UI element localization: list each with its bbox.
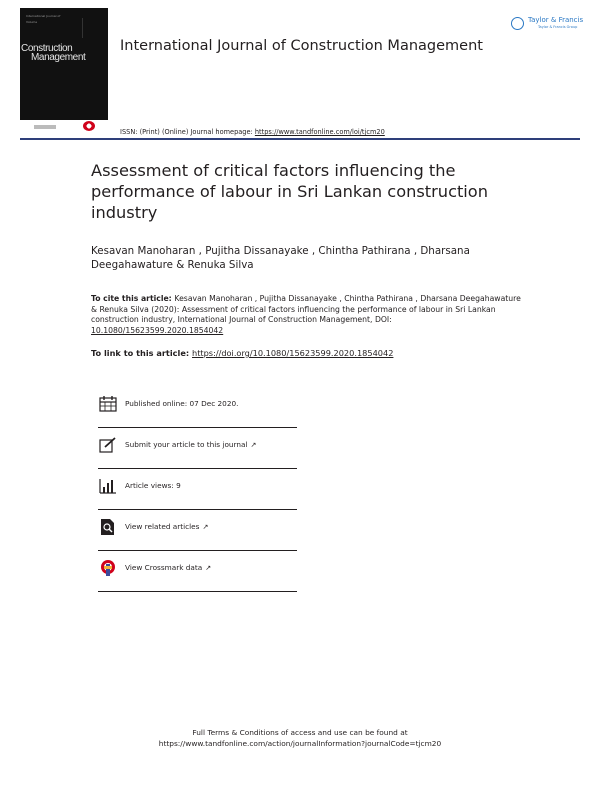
footer-terms-url[interactable]: https://www.tandfonline.com/action/journalInformation?journalCode=tjcm20 bbox=[158, 739, 442, 748]
header-divider bbox=[20, 138, 580, 140]
related-articles-link[interactable] bbox=[125, 522, 208, 531]
bar-chart-icon bbox=[99, 478, 117, 494]
taylor-francis-circle-icon bbox=[511, 17, 524, 30]
edit-icon bbox=[99, 437, 117, 453]
row-divider bbox=[98, 509, 297, 510]
cover-small-text: International Journal of bbox=[26, 14, 61, 18]
article-title: Assessment of critical factors influencing the performance of labour in Sri Lankan construction industry bbox=[91, 161, 488, 222]
row-divider bbox=[98, 468, 297, 469]
footer-terms-text: Full Terms & Conditions of access and use can be found at bbox=[192, 728, 408, 737]
published-online-text: Published online: 07 Dec 2020. bbox=[125, 399, 239, 408]
article-link-line bbox=[91, 348, 393, 358]
row-divider bbox=[98, 591, 297, 592]
article-authors: Kesavan Manoharan , Pujitha Dissanayake , Chintha Pathirana , Dharsana Deegahawature & Renuka Silva bbox=[91, 245, 470, 271]
external-link-icon: ↗ bbox=[250, 441, 257, 449]
cover-title-line2: Management bbox=[31, 52, 86, 63]
submit-article-link[interactable] bbox=[125, 440, 256, 449]
citation-doi-link[interactable]: 10.1080/15623599.2020.1854042 bbox=[91, 325, 224, 335]
row-divider bbox=[98, 427, 297, 428]
citation-label: To cite this article: bbox=[91, 294, 175, 303]
submit-article-text: Submit your article to this journal bbox=[125, 440, 248, 449]
routledge-logo-icon bbox=[34, 125, 56, 129]
link-label: To link to this article: bbox=[91, 348, 192, 358]
cover-title-line1: Construction bbox=[21, 43, 73, 54]
journal-homepage-link[interactable]: https://www.tandfonline.com/loi/tjcm20 bbox=[254, 128, 385, 136]
citation-block bbox=[91, 294, 521, 336]
article-doi-url-link[interactable]: https://doi.org/10.1080/15623599.2020.1854042 bbox=[192, 348, 394, 358]
external-link-icon: ↗ bbox=[205, 564, 212, 572]
journal-title: International Journal of Construction Management bbox=[120, 38, 483, 54]
publisher-logo-line1: Taylor & Francis bbox=[528, 16, 584, 24]
publisher-logo-line2: Taylor & Francis Group bbox=[538, 25, 578, 29]
article-views-text: Article views: 9 bbox=[125, 481, 181, 490]
taylor-francis-logo[interactable] bbox=[511, 14, 586, 36]
external-link-icon: ↗ bbox=[202, 523, 209, 531]
issn-line bbox=[120, 128, 385, 136]
crossmark-text: View Crossmark data bbox=[125, 563, 203, 572]
cover-title bbox=[21, 44, 85, 62]
related-articles-text: View related articles bbox=[125, 522, 200, 531]
footer bbox=[0, 727, 600, 749]
issn-label: ISSN: (Print) (Online) Journal homepage: bbox=[120, 128, 255, 136]
citation-text: Kesavan Manoharan , Pujitha Dissanayake , Chintha Pathirana , Dharsana Deegahawature & Renuka Silva (2020): Assessment of critical factors influencing the performance of labour in Sri Lankan construction industry, International Journal of Construction Management, DOI: bbox=[91, 294, 521, 324]
cover-small-text: Volume bbox=[26, 20, 38, 24]
crossmark-link[interactable] bbox=[125, 563, 211, 572]
crossmark-icon bbox=[99, 560, 117, 576]
row-divider bbox=[98, 550, 297, 551]
crossmark-logo-icon bbox=[83, 121, 95, 131]
related-articles-icon bbox=[99, 519, 117, 535]
calendar-icon bbox=[99, 396, 117, 412]
cover-decoration bbox=[82, 18, 107, 38]
journal-cover-image bbox=[20, 8, 108, 120]
